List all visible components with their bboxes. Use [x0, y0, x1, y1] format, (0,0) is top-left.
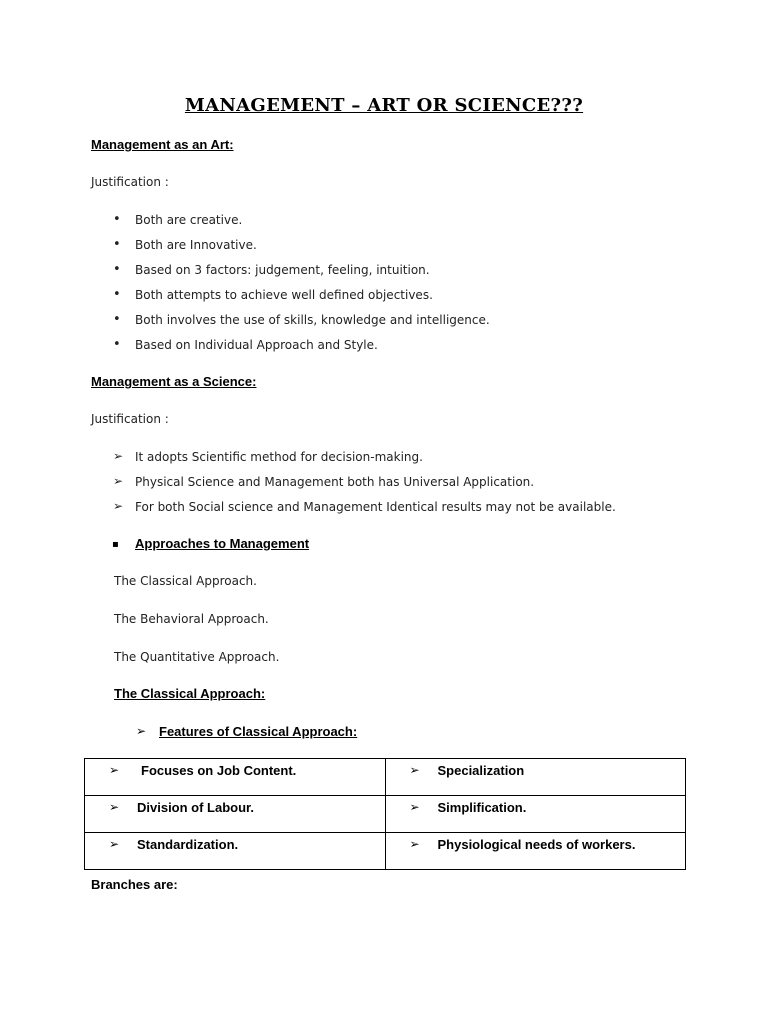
table-cell: ➢ Simplification. [385, 796, 686, 833]
bullet-icon: • [113, 312, 121, 327]
arrow-bullet-icon: ➢ [109, 763, 120, 777]
classical-heading: The Classical Approach: [114, 686, 266, 701]
list-item: • Both are creative. [113, 212, 243, 227]
art-heading: Management as an Art: [91, 137, 234, 152]
science-point-list [113, 449, 616, 524]
table-cell: ➢ Focuses on Job Content. [85, 759, 386, 796]
arrow-bullet-icon: ➢ [409, 837, 420, 851]
arrow-bullet-icon: ➢ [109, 800, 120, 814]
art-bullet-list [113, 212, 490, 362]
bullet-icon: • [113, 287, 121, 302]
arrow-bullet-icon: ➢ [409, 800, 420, 814]
list-item: • Both involves the use of skills, knowledge and intelligence. [113, 312, 490, 327]
list-item: • Both attempts to achieve well defined objectives. [113, 287, 433, 302]
arrow-bullet-icon: ➢ [113, 449, 124, 463]
list-item: • Based on Individual Approach and Style. [113, 337, 378, 352]
table-row [85, 759, 686, 796]
table-row [85, 796, 686, 833]
arrow-bullet-icon: ➢ [136, 724, 147, 738]
table-cell: ➢ Physiological needs of workers. [385, 833, 686, 870]
small-bullet-icon: ▪ [112, 539, 119, 550]
branches-label: Branches are: [91, 877, 178, 892]
list-item: • Both are Innovative. [113, 237, 257, 252]
approach-item: The Quantitative Approach. [114, 650, 280, 664]
list-item: ➢ It adopts Scientific method for decision-making. [113, 449, 423, 464]
approach-item: The Behavioral Approach. [114, 612, 269, 626]
arrow-bullet-icon: ➢ [109, 837, 120, 851]
list-item: ➢ For both Social science and Management Identical results may not be available. [113, 499, 616, 514]
features-heading: Features of Classical Approach: [159, 724, 358, 739]
list-item: • Based on 3 factors: judgement, feeling, intuition. [113, 262, 430, 277]
arrow-bullet-icon: ➢ [113, 474, 124, 488]
arrow-bullet-icon: ➢ [409, 763, 420, 777]
science-heading: Management as a Science: [91, 374, 257, 389]
features-table [84, 758, 686, 870]
art-justification-label: Justification : [91, 175, 169, 189]
approaches-heading: Approaches to Management [135, 536, 310, 551]
approach-item: The Classical Approach. [114, 574, 257, 588]
page-title: MANAGEMENT – ART OR SCIENCE??? [184, 95, 584, 116]
bullet-icon: • [113, 337, 121, 352]
table-cell: ➢ Standardization. [85, 833, 386, 870]
table-cell: ➢ Specialization [385, 759, 686, 796]
bullet-icon: • [113, 262, 121, 277]
science-justification-label: Justification : [91, 412, 169, 426]
table-row [85, 833, 686, 870]
bullet-icon: • [113, 237, 121, 252]
arrow-bullet-icon: ➢ [113, 499, 124, 513]
bullet-icon: • [113, 212, 121, 227]
table-cell: ➢ Division of Labour. [85, 796, 386, 833]
list-item: ➢ Physical Science and Management both has Universal Application. [113, 474, 535, 489]
